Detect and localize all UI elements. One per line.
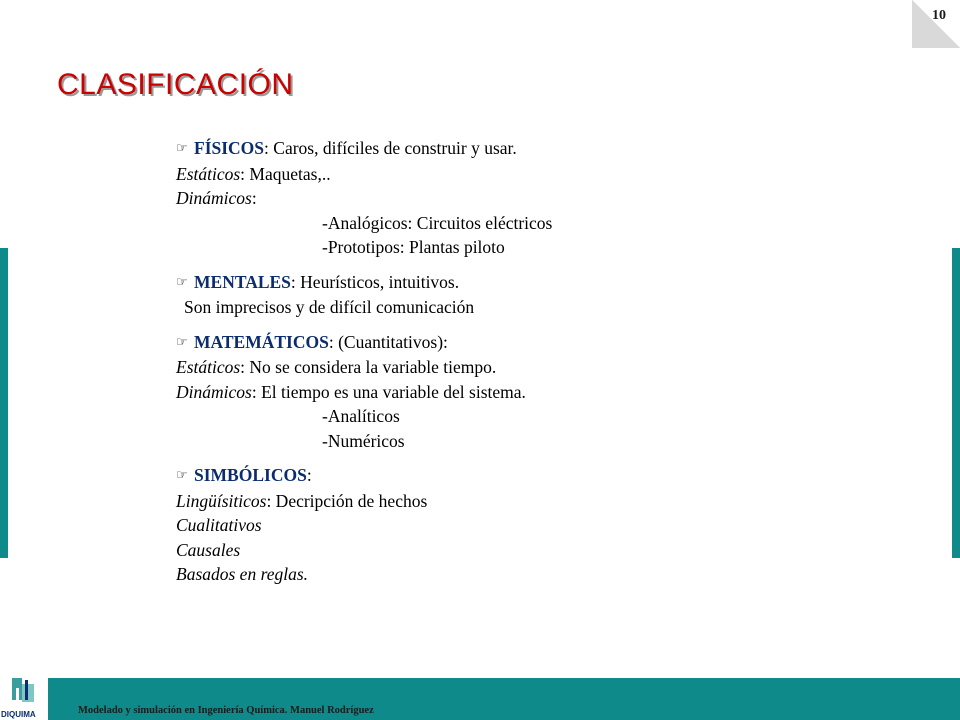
left-accent-bar (0, 248, 8, 558)
fisicos-dinamicos-label: Dinámicos (176, 188, 252, 208)
section-simbolicos (176, 463, 776, 587)
matematicos-sub-analiticos: -Analíticos (322, 406, 400, 426)
fisicos-sub-analogicos: -Analógicos: Circuitos eléctricos (322, 212, 553, 233)
simbolicos-causales: Causales (176, 539, 241, 560)
matematicos-estaticos-label: Estáticos (176, 357, 241, 377)
matematicos-dinamicos-label: Dinámicos (176, 381, 252, 402)
fisicos-heading-line (176, 136, 776, 162)
right-accent-bar (952, 248, 960, 558)
section-matematicos (176, 330, 776, 454)
mentales-label: MENTALES (194, 271, 291, 292)
fisicos-estaticos-label: Estáticos (176, 163, 241, 184)
diquima-logo-icon (12, 678, 36, 704)
matematicos-estaticos-line (176, 355, 776, 380)
fisicos-desc: : Caros, difíciles de construir y usar. (264, 138, 517, 158)
matematicos-estaticos-desc: : No se considera la variable tiempo. (240, 357, 497, 377)
matematicos-label: MATEMÁTICOS (194, 331, 329, 352)
fisicos-sub-prototipos: -Prototipos: Plantas piloto (322, 237, 505, 257)
section-fisicos (176, 136, 776, 260)
fisicos-estaticos-desc: : Maquetas,.. (240, 163, 331, 184)
page-number: 10 (932, 8, 946, 23)
fisicos-dinamicos-desc: : (251, 188, 257, 208)
simbolicos-label: SIMBÓLICOS (194, 465, 307, 485)
matematicos-desc: : (Cuantitativos): (328, 331, 448, 352)
mentales-desc: : Heurísticos, intuitivos. (290, 271, 460, 292)
footer-text: Modelado y simulación en Ingeniería Química. Manuel Rodríguez (78, 705, 374, 716)
mentales-heading-line (176, 270, 776, 296)
matematicos-dinamicos-desc: : El tiempo es una variable del sistema. (251, 381, 526, 402)
simbolicos-heading-line (176, 463, 776, 489)
fisicos-label: FÍSICOS (194, 138, 265, 158)
simbolicos-linguisticos-desc: : Decripción de hechos (266, 490, 428, 511)
slide-content (176, 136, 776, 597)
fisicos-dinamicos-line (176, 186, 776, 211)
pointing-hand-icon: ☞ (176, 468, 188, 483)
matematicos-heading-line (176, 330, 776, 356)
simbolicos-reglas: Basados en reglas. (176, 564, 309, 584)
simbolicos-desc: : (306, 465, 312, 485)
slide-title: CLASIFICACIÓN (57, 68, 294, 101)
fisicos-estaticos-line (176, 162, 776, 187)
simbolicos-linguisticos-label: Lingüísiticos (176, 490, 267, 511)
section-mentales (176, 270, 776, 320)
footer-bar (0, 678, 960, 720)
matematicos-sub-numericos: -Numéricos (322, 430, 405, 451)
logo-text: DIQUIMA (1, 710, 36, 719)
matematicos-dinamicos-line (176, 380, 776, 405)
pointing-hand-icon: ☞ (176, 334, 188, 350)
pointing-hand-icon: ☞ (176, 274, 188, 290)
diquima-logo (0, 674, 48, 720)
simbolicos-linguisticos-line (176, 489, 776, 514)
simbolicos-cualitativos: Cualitativos (176, 515, 262, 535)
mentales-line2: Son imprecisos y de difícil comunicación (184, 297, 475, 317)
pointing-hand-icon: ☞ (176, 141, 188, 156)
